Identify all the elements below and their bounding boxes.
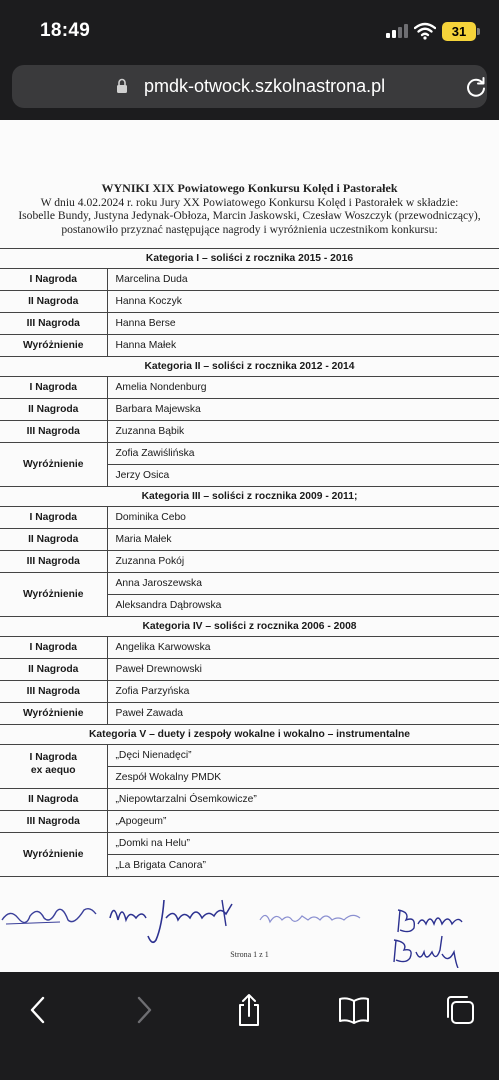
table-row <box>0 313 499 335</box>
status-bar <box>0 0 499 62</box>
winner-name: Dominika Cebo <box>107 507 499 529</box>
signature-1 <box>0 900 100 930</box>
winner-name: Angelika Karwowska <box>107 637 499 659</box>
share-icon <box>231 992 267 1028</box>
table-row <box>0 529 499 551</box>
status-time: 18:49 <box>40 20 91 41</box>
tabs-button[interactable] <box>442 992 478 1028</box>
document-intro-line-1: W dniu 4.02.2024 r. roku Jury XX Powiatowego Konkursu Kolęd i Pastorałek w składzie: <box>40 195 459 209</box>
award-place: Wyróżnienie <box>0 443 107 487</box>
cellular-signal-icon <box>386 24 408 38</box>
table-row <box>0 703 499 725</box>
award-place: Wyróżnienie <box>0 335 107 357</box>
category-header <box>0 249 499 269</box>
address-bar[interactable] <box>12 65 487 108</box>
category-label: Kategoria I – soliści z rocznika 2015 - 2016 <box>0 249 499 269</box>
signature-2 <box>106 896 242 948</box>
table-row <box>0 507 499 529</box>
winner-name: Zofia Parzyńska <box>107 681 499 703</box>
table-row <box>0 421 499 443</box>
back-button[interactable] <box>20 992 56 1028</box>
winner-name: Paweł Drewnowski <box>107 659 499 681</box>
award-place: III Nagroda <box>0 313 107 335</box>
winner-name: „Domki na Helu” <box>107 833 499 855</box>
award-place: II Nagroda <box>0 399 107 421</box>
winner-name: Amelia Nondenburg <box>107 377 499 399</box>
winner-name: Marcelina Duda <box>107 269 499 291</box>
award-place: Wyróżnienie <box>0 833 107 877</box>
table-row <box>0 377 499 399</box>
winner-name: Zuzanna Bąbik <box>107 421 499 443</box>
award-place: II Nagroda <box>0 291 107 313</box>
winner-name: „Niepowtarzalni Ósemkowicze” <box>107 789 499 811</box>
table-row <box>0 659 499 681</box>
winner-name: Zofia Zawiślińska <box>107 443 499 465</box>
book-icon <box>336 992 372 1028</box>
category-label: Kategoria V – duety i zespoły wokalne i wokalno – instrumentalne <box>0 725 499 745</box>
table-row <box>0 335 499 357</box>
table-row <box>0 573 499 595</box>
table-row <box>0 833 499 855</box>
forward-button[interactable] <box>126 992 162 1028</box>
winner-name: Zuzanna Pokój <box>107 551 499 573</box>
table-row <box>0 745 499 767</box>
winner-name: Maria Małek <box>107 529 499 551</box>
table-row <box>0 399 499 421</box>
chevron-left-icon <box>20 992 56 1028</box>
category-header <box>0 357 499 377</box>
award-place: Wyróżnienie <box>0 703 107 725</box>
browser-toolbar <box>0 972 499 1080</box>
results-table <box>0 248 499 877</box>
award-place: Wyróżnienie <box>0 573 107 617</box>
lock-icon <box>116 78 128 94</box>
document-page <box>0 120 499 972</box>
signature-3 <box>256 906 368 930</box>
award-place: I Nagroda <box>0 269 107 291</box>
table-row <box>0 443 499 465</box>
winner-name: Hanna Berse <box>107 313 499 335</box>
table-row <box>0 811 499 833</box>
winner-name: Paweł Zawada <box>107 703 499 725</box>
winner-name: „La Brigata Canora” <box>107 855 499 877</box>
winner-name: Jerzy Osica <box>107 465 499 487</box>
winner-name: „Apogeum” <box>107 811 499 833</box>
award-place: II Nagroda <box>0 789 107 811</box>
award-place: I Nagroda <box>0 637 107 659</box>
category-label: Kategoria II – soliści z rocznika 2012 - 2014 <box>0 357 499 377</box>
bookmarks-button[interactable] <box>336 992 372 1028</box>
document-title: WYNIKI XIX Powiatowego Konkursu Kolęd i Pastorałek <box>101 181 398 195</box>
award-place: III Nagroda <box>0 681 107 703</box>
award-place: III Nagroda <box>0 811 107 833</box>
award-place: III Nagroda <box>0 421 107 443</box>
winner-name: Hanna Małek <box>107 335 499 357</box>
category-label: Kategoria III – soliści z rocznika 2009 - 2011; <box>0 487 499 507</box>
table-row <box>0 681 499 703</box>
url-text: pmdk-otwock.szkolnastrona.pl <box>144 76 386 96</box>
document-intro-line-2: Isobelle Bundy, Justyna Jedynak-Obłoza, Marcin Jaskowski, Czesław Woszczyk (przewodniczący), <box>18 209 481 222</box>
category-header <box>0 487 499 507</box>
table-row <box>0 789 499 811</box>
page-number: Strona 1 z 1 <box>230 950 269 959</box>
award-place: I Nagroda <box>0 507 107 529</box>
winner-name: Zespół Wokalny PMDK <box>107 767 499 789</box>
battery-icon: 31 <box>442 22 476 41</box>
table-row <box>0 269 499 291</box>
award-place: III Nagroda <box>0 551 107 573</box>
table-row <box>0 551 499 573</box>
winner-name: Anna Jaroszewska <box>107 573 499 595</box>
reload-icon[interactable] <box>464 75 488 99</box>
wifi-icon <box>414 22 436 40</box>
document-header <box>0 182 499 236</box>
award-place: II Nagroda <box>0 529 107 551</box>
winner-name: Barbara Majewska <box>107 399 499 421</box>
winner-name: „Dęci Nienadęci” <box>107 745 499 767</box>
tabs-icon <box>442 992 478 1028</box>
award-place: I Nagroda <box>0 377 107 399</box>
table-row <box>0 291 499 313</box>
winner-name: Hanna Koczyk <box>107 291 499 313</box>
category-label: Kategoria IV – soliści z rocznika 2006 - 2008 <box>0 617 499 637</box>
share-button[interactable] <box>231 992 267 1028</box>
chevron-right-icon <box>126 992 162 1028</box>
table-row <box>0 637 499 659</box>
award-place: I Nagroda ex aequo <box>0 745 107 789</box>
winner-name: Aleksandra Dąbrowska <box>107 595 499 617</box>
category-header <box>0 617 499 637</box>
category-header <box>0 725 499 745</box>
award-place: II Nagroda <box>0 659 107 681</box>
document-intro-line-3: postanowiło przyznać następujące nagrody i wyróżnienia uczestnikom konkursu: <box>61 222 438 236</box>
